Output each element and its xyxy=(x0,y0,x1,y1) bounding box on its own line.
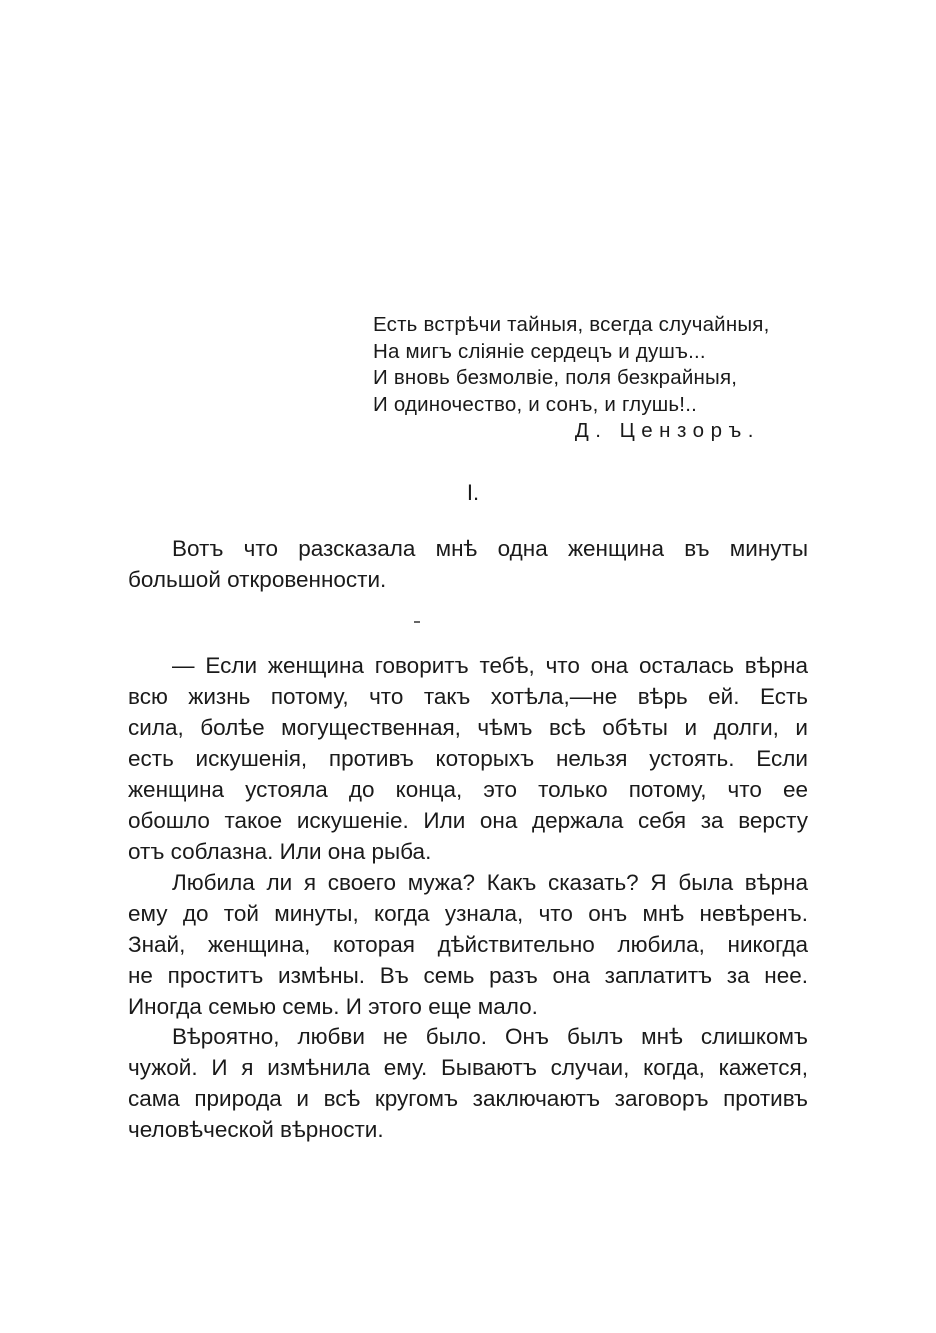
chapter-number: I. xyxy=(466,480,480,505)
text-line: Вотъ что разсказала мнѣ одна женщина въ минуты xyxy=(172,536,808,561)
text-line: человѣческой вѣрности. xyxy=(128,1117,384,1142)
text-line: женщина устояла до конца, это только потому, что ее xyxy=(128,777,808,802)
paragraph xyxy=(128,650,808,867)
text-line: ему до той минуты, когда узнала, что онъ мнѣ невѣренъ. xyxy=(128,901,808,926)
paragraph xyxy=(128,867,808,1022)
text-line: Иногда семью семь. И этого еще мало. xyxy=(128,994,538,1019)
print-speck xyxy=(414,621,420,623)
epigraph-line: И одиночество, и сонъ, и глушь!.. xyxy=(373,392,697,416)
text-line: Любила ли я своего мужа? Какъ сказать? Я была вѣрна xyxy=(172,870,808,895)
text-line: Вѣроятно, любви не было. Онъ былъ мнѣ слишкомъ xyxy=(172,1024,808,1049)
paragraph xyxy=(128,1021,808,1145)
text-line: большой откровенности. xyxy=(128,567,387,592)
text-line: сама природа и всѣ кругомъ заключаютъ заговоръ противъ xyxy=(128,1086,808,1111)
epigraph xyxy=(373,312,823,445)
epigraph-line: На мигъ сліяніе сердецъ и душъ... xyxy=(373,339,706,363)
text-line: обошло такое искушеніе. Или она держала себя за версту xyxy=(128,808,808,833)
text-line: сила, болѣе могущественная, чѣмъ всѣ обѣты и долги, и xyxy=(128,715,808,740)
text-line: отъ соблазна. Или она рыба. xyxy=(128,839,432,864)
intro-paragraph xyxy=(128,533,808,595)
text-line: — Если женщина говоритъ тебѣ, что она осталась вѣрна xyxy=(172,653,808,678)
text-line: не проститъ измѣны. Въ семь разъ она заплатитъ за нее. xyxy=(128,963,808,988)
text-line: всю жизнь потому, что такъ хотѣла,—не вѣрь ей. Есть xyxy=(128,684,808,709)
text-line: чужой. И я измѣнила ему. Бываютъ случаи, когда, кажется, xyxy=(128,1055,808,1080)
epigraph-line: И вновь безмолвіе, поля безкрайныя, xyxy=(373,366,738,389)
epigraph-line: Есть встрѣчи тайныя, всегда случайныя, xyxy=(373,313,770,336)
text-line: есть искушенія, противъ которыхъ нельзя устоять. Если xyxy=(128,746,808,771)
epigraph-author: Д. Цензоръ. xyxy=(574,419,760,442)
text-line: Знай, женщина, которая дѣйствительно любила, никогда xyxy=(128,932,808,957)
